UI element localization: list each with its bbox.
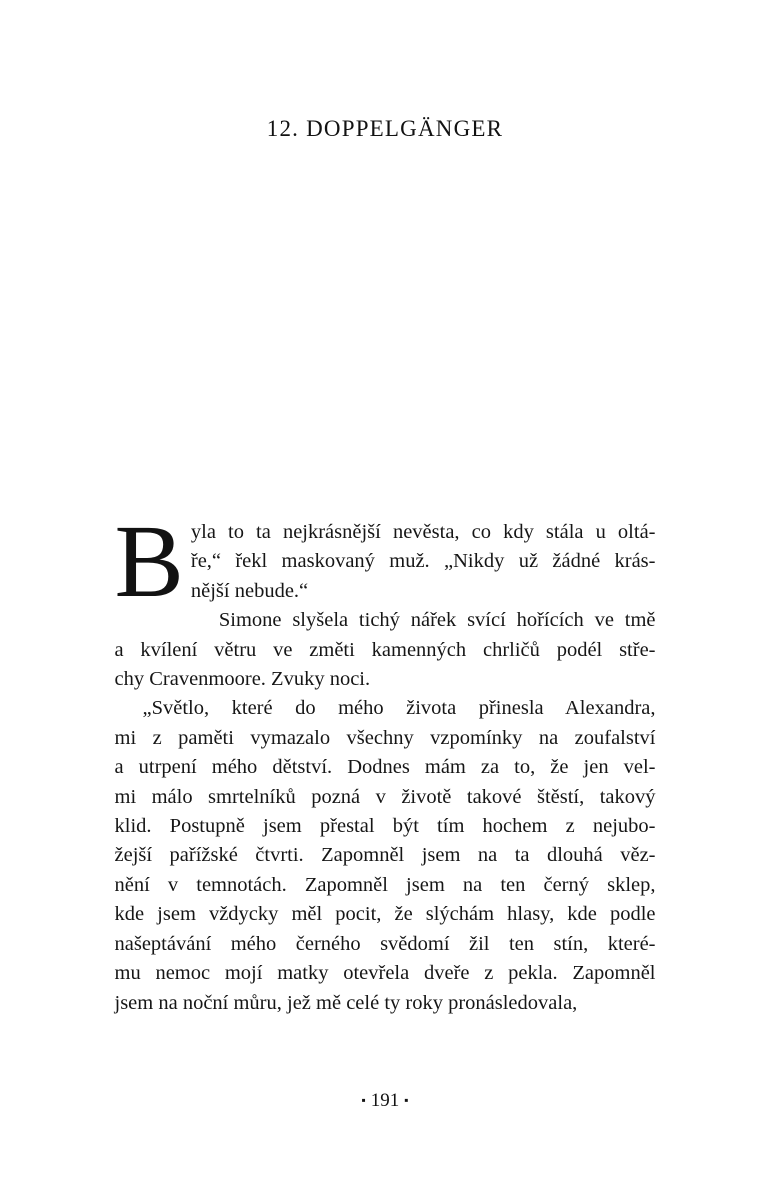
- text-line: mi z paměti vymazalo všechny vzpomínky na zoufalství: [114, 726, 656, 749]
- drop-cap: B: [114, 504, 184, 619]
- footer-marker-left-icon: ▪: [361, 1093, 366, 1107]
- text-line: mu nemoc mojí matky otevřela dveře z pekla. Zapomněl: [114, 962, 656, 985]
- text-line: nění v temnotách. Zapomněl jsem na ten černý sklep,: [114, 873, 656, 896]
- text-line: yla to ta nejkrásnější nevěsta, co kdy stála u oltá-: [190, 521, 656, 543]
- text-line: nější nebude.“: [190, 579, 309, 602]
- footer-marker-right-icon: ▪: [404, 1093, 409, 1107]
- text-line: a kvílení větru ve změti kamenných chrličů podél stře-: [114, 638, 656, 661]
- text-line: a utrpení mého dětství. Dodnes mám za to, že jen vel-: [114, 756, 656, 779]
- text-line: chy Cravenmoore. Zvuky noci.: [114, 668, 371, 691]
- text-line: klid. Postupně jsem přestal být tím hochem z nejubo-: [114, 815, 656, 838]
- page-footer: [0, 1090, 770, 1112]
- text-line: „Světlo, které do mého života přinesla Alexandra,: [142, 697, 656, 720]
- paragraph: [115, 694, 656, 1017]
- body-text: [114, 504, 656, 1018]
- text-line: kde jsem vždycky měl pocit, že slýchám hlasy, kde podle: [114, 903, 656, 926]
- text-line: jsem na noční můru, jež mě celé ty roky pronásledovala,: [114, 991, 578, 1014]
- chapter-title: 12. DOPPELGÄNGER: [266, 116, 504, 141]
- page-number: 191: [370, 1090, 400, 1111]
- text-line: žejší pařížské čtvrti. Zapomněl jsem na ta dlouhá věz-: [114, 844, 656, 867]
- paragraph: [114, 504, 656, 619]
- text-line: mi málo smrtelníků pozná v životě takové štěstí, takový: [114, 785, 656, 808]
- text-line: našeptávání mého černého svědomí žil ten stín, které-: [114, 932, 656, 955]
- text-line: ře,“ řekl maskovaný muž. „Nikdy už žádné krás-: [190, 550, 656, 573]
- paragraph: [115, 606, 656, 694]
- text-line: Simone slyšela tichý nářek svící hořících ve tmě: [218, 609, 656, 632]
